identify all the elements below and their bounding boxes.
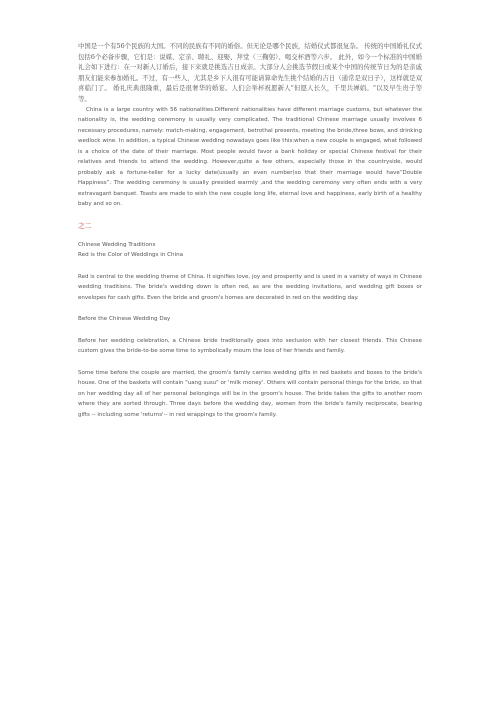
section-subtitle: Red is the Color of Weddings in China [78,252,184,259]
intro-english-paragraph: China is a large country with 56 nationalities.Different nationalities have different marriage customs, but whatever the nationality is, the wedding ceremony is usually very complicated. The traditional Chinese marriage usually involves 6 necessary procedures, namely: match-making, engagement, betrothal presents, meeting the bride,three bows, and drinking wedlock wine. In addition, a typical Chinese wedding nowadays goes like this:when a new couple is engaged, what followed is a choice of the date of their marriage. Most people would favor a bank holiday or special Chinese festival for their relatives and friends to attend the wedding. However,quite a few others, especially those in the countryside, would probably ask a fortune-teller for a lucky date(usually an even number)so that their marriage would have“Double Happiness”. The wedding ceremony is usually presided warmly ,and the wedding ceremony very often ends with a very extravagant banquet. Toasts are made to wish the new couple long life, eternal love and happiness, early birth of a healthy baby and so on. [78,106,422,208]
paragraph-seclusion: Before her wedding celebration, a Chinese bride traditionally goes into seclusion with her closest friends. This Chinese custom gives the bride-to-be some time to symbolically mourn the loss of her friends and family. [78,337,422,355]
paragraph-wedding-gifts: Some time before the couple are married, the groom's family carries wedding gifts in red baskets and boxes to the bride's house. One of the baskets will contain "uang susu" or 'milk money'. Others will contain personal things for the bride, so that on her wedding day all of her personal belongings will be in the groom's house. The bride takes the gifts to another room where they are sorted through. Three days before the wedding day, women from the bride's family reciprocate, bearing gifts -- including some 'returns'-- in red wrappings to the groom's family. [78,369,422,418]
intro-chinese-paragraph: 中国是一个有56个民族的大国。不同的民族有不同的婚俗。但无论是哪个民族，结婚仪式都很复杂。 传统的中国婚礼仪式包括6个必备步骤，它们是：说媒、定亲、聘礼、迎娶、拜堂（三鞠躬）、喝交杯酒等六步。 此外，如今一个标准的中国婚礼会如下进行：在一对新人订婚后，接下来就是挑选吉日成亲。大部分人会挑选节假日或某个中国的传统节日为的是亲戚朋友们能来参加婚礼。不过，有一些人，尤其是乡下人很有可能请算命先生挑个结婚的吉日（通常是双日子），这样就是双喜临门了。 婚礼庆典很隆重，最后是很奢华的婚宴。人们会举杯祝愿新人"但愿人长久，千里共婵娟。"以及早生贵子等等。 [78,42,422,103]
subheading-before-wedding: Before the Chinese Wedding Day [78,316,171,323]
section-title: Chinese Wedding Traditions [78,241,156,248]
section-label: 之二 [78,221,92,230]
document-page [78,41,422,420]
paragraph-red-color: Red is central to the wedding theme of China. It signifies love, joy and prosperity and is used in a variety of ways in Chinese wedding traditions. The bride's wedding down is often red, as are the wedding invitations, and wedding gift boxes or envelopes for cash gifts. Even the bride and groom's homes are decorated in red on the wedding day. [78,273,422,301]
